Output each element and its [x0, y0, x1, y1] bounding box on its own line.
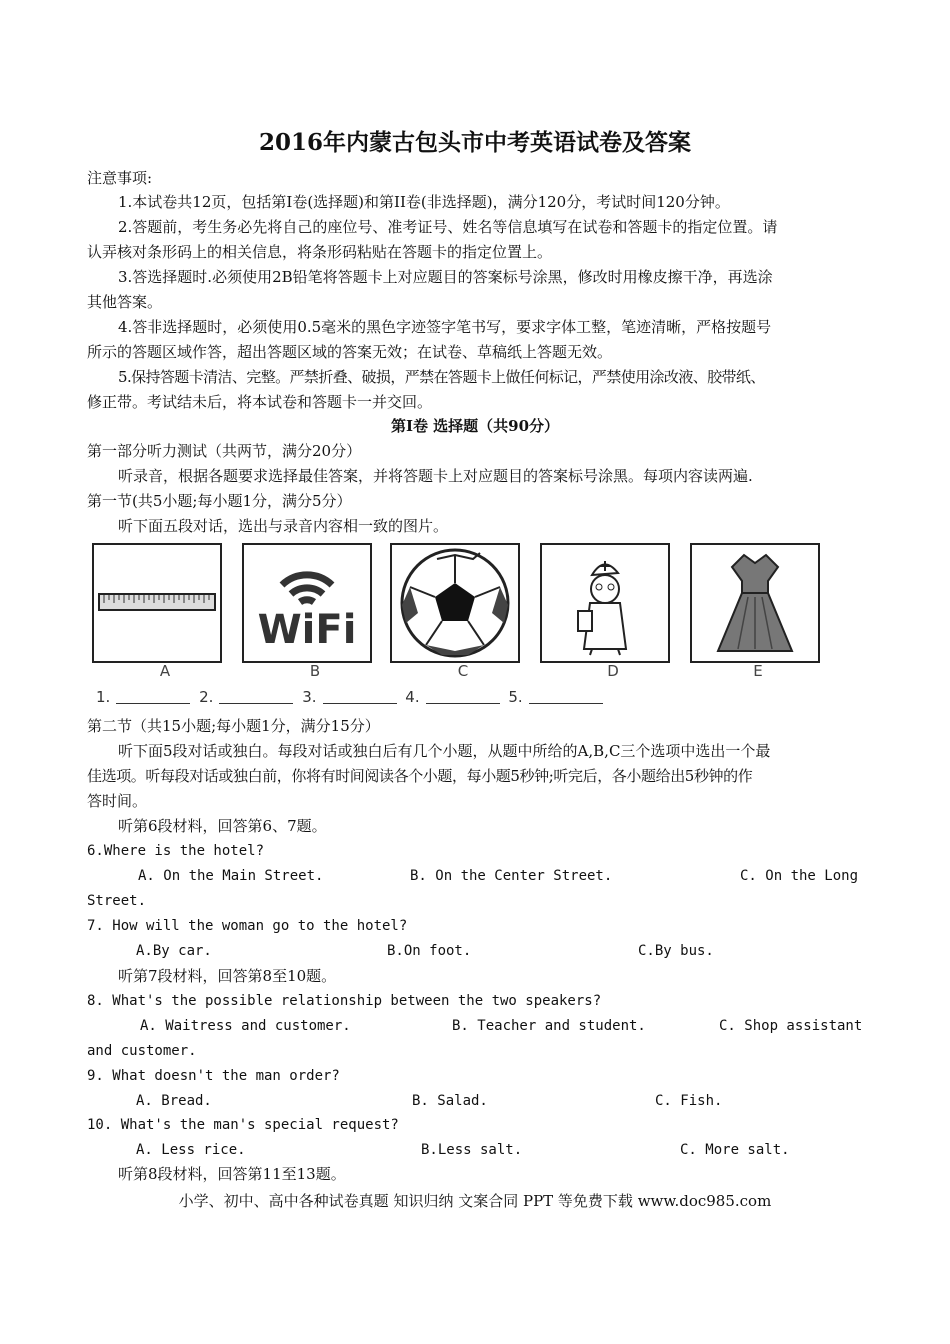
picture-c	[390, 543, 520, 663]
option-6c-cont: Street.	[87, 893, 147, 909]
material-7-heading: 听第7段材料，回答第8至10题。	[118, 967, 337, 985]
page-footer: 小学、初中、高中各种试卷真题 知识归纳 文案合同 PPT 等免费下载 www.doc985.com	[178, 1192, 772, 1210]
material-6-heading: 听第6段材料，回答第6、7题。	[118, 817, 327, 835]
section2-instruction: 答时间。	[87, 792, 148, 810]
material-8-heading: 听第8段材料，回答第11至13题。	[118, 1165, 346, 1183]
question-10: 10. What's the man's special request?	[87, 1117, 399, 1133]
notice-line: 其他答案。	[87, 293, 163, 311]
option-6b[interactable]: B. On the Center Street.	[410, 868, 613, 884]
picture-label-b: B	[309, 662, 321, 680]
answer-blank[interactable]: 5.	[508, 688, 602, 706]
picture-label-c: C	[457, 662, 469, 680]
wifi-text: WiFi	[257, 607, 357, 653]
soccer-ball-icon	[392, 545, 518, 661]
ruler-icon	[94, 545, 220, 661]
notice-line: 所示的答题区域作答，超出答题区域的答案无效；在试卷、草稿纸上答题无效。	[87, 343, 613, 361]
option-9a[interactable]: A. Bread.	[136, 1093, 212, 1109]
notice-line: 认弄核对条形码上的相关信息，将条形码粘贴在答题卡的指定位置上。	[87, 243, 553, 261]
option-6c[interactable]: C. On the Long	[740, 868, 859, 884]
section1-heading: 第一节(共5小题;每小题1分，满分5分）	[87, 492, 352, 510]
answer-blank[interactable]: 3.	[302, 688, 396, 706]
option-8c[interactable]: C. Shop assistant	[719, 1018, 863, 1034]
picture-a	[92, 543, 222, 663]
notice-line: 1.本试卷共12页，包括第I卷(选择题)和第II卷(非选择题)，满分120分，考试时间120分钟。	[118, 193, 730, 211]
page-title: 2016年内蒙古包头市中考英语试卷及答案	[258, 129, 691, 156]
question-6: 6.Where is the hotel?	[87, 843, 265, 859]
part1-instruction: 听录音，根据各题要求选择最佳答案，并将答题卡上对应题目的答案标号涂黑。每项内容读两遍.	[118, 467, 753, 485]
section-title: 第I卷 选择题（共90分）	[390, 417, 560, 435]
notice-line: 5.保持答题卡清洁、完整。严禁折叠、破损，严禁在答题卡上做任何标记，严禁使用涂改液、胶带纸、	[118, 368, 765, 386]
option-10c[interactable]: C. More salt.	[680, 1142, 790, 1158]
picture-label-e: E	[753, 662, 763, 680]
answer-blank[interactable]: 4.	[405, 688, 499, 706]
question-7: 7. How will the woman go to the hotel?	[87, 918, 408, 934]
question-8: 8. What's the possible relationship between the two speakers?	[87, 993, 602, 1009]
notice-line: 修正带。考试结未后，将本试卷和答题卡一并交回。	[87, 393, 433, 411]
section2-instruction: 听下面5段对话或独白。每段对话或独白后有几个小题，从题中所给的A,B,C三个选项中选出一个最	[118, 742, 771, 760]
picture-d	[540, 543, 670, 663]
option-7c[interactable]: C.By bus.	[638, 943, 714, 959]
section1-instruction: 听下面五段对话，选出与录音内容相一致的图片。	[118, 517, 449, 535]
picture-label-a: A	[159, 662, 171, 680]
notice-line: 2.答题前，考生务必先将自己的座位号、准考证号、姓名等信息填写在试卷和答题卡的指定位置。请	[118, 218, 778, 236]
dress-icon	[692, 545, 818, 661]
notice-line: 4.答非选择题时，必须使用0.5毫米的黑色字迹签字笔书写，要求字体工整，笔迹清晰，严格按题号	[118, 318, 772, 336]
question-9: 9. What doesn't the man order?	[87, 1068, 340, 1084]
notice-line: 3.答选择题时.必须使用2B铅笔将答题卡上对应题目的答案标号涂黑，修改时用橡皮擦干净，再选涂	[118, 268, 773, 286]
option-9b[interactable]: B. Salad.	[412, 1093, 488, 1109]
answer-blanks	[96, 688, 607, 706]
picture-b	[242, 543, 372, 663]
doctor-icon	[542, 545, 668, 661]
option-7b[interactable]: B.On foot.	[387, 943, 472, 959]
option-9c[interactable]: C. Fish.	[655, 1093, 723, 1109]
answer-blank[interactable]: 1.	[96, 688, 190, 706]
option-7a[interactable]: A.By car.	[136, 943, 212, 959]
option-10b[interactable]: B.Less salt.	[421, 1142, 523, 1158]
option-8b[interactable]: B. Teacher and student.	[452, 1018, 646, 1034]
part1-heading: 第一部分听力测试（共两节，满分20分）	[87, 442, 362, 460]
wifi-icon	[244, 545, 370, 661]
picture-e	[690, 543, 820, 663]
section2-heading: 第二节（共15小题;每小题1分，满分15分）	[87, 717, 380, 735]
picture-label-d: D	[607, 662, 619, 680]
option-8c-cont: and customer.	[87, 1043, 197, 1059]
option-8a[interactable]: A. Waitress and customer.	[140, 1018, 351, 1034]
notice-heading: 注意事项:	[87, 169, 153, 187]
answer-blank[interactable]: 2.	[199, 688, 293, 706]
option-10a[interactable]: A. Less rice.	[136, 1142, 246, 1158]
section2-instruction: 佳选项。听每段对话或独白前，你将有时间阅读各个小题，每小题5秒钟;听完后，各小题给出5秒钟的作	[87, 767, 753, 785]
option-6a[interactable]: A. On the Main Street.	[138, 868, 324, 884]
